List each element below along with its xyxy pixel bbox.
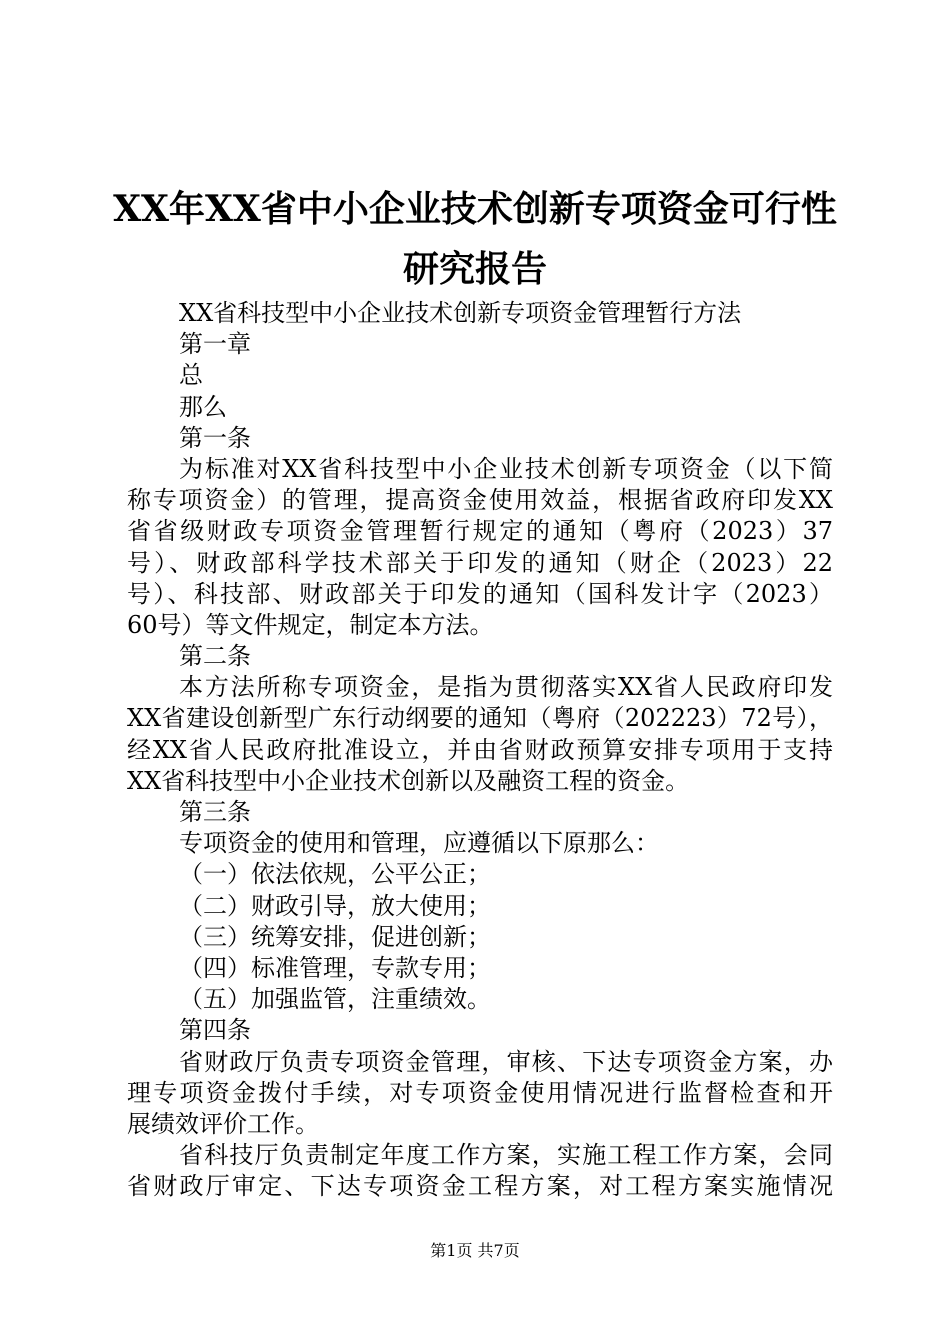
document-body: [127, 298, 833, 1202]
paragraph-line: 为标准对XX省科技型中小企业技术创新专项资金（以下简: [179, 454, 833, 483]
article-heading: 第二条: [179, 642, 251, 671]
paragraph-line: 省科技厅负责制定年度工作方案，实施工程工作方案，会同: [179, 1141, 833, 1170]
paragraph-line: 号）、科技部、财政部关于印发的通知（国科发计字（2023）: [127, 579, 833, 608]
chapter-title-part: 那么: [179, 392, 227, 421]
document-title-line-1: XX年XX省中小企业技术创新专项资金可行性: [113, 188, 837, 230]
paragraph-line: 专项资金的使用和管理，应遵循以下原那么：: [179, 829, 659, 858]
document-title-line-2: 研究报告: [402, 248, 547, 290]
paragraph-line: 本方法所称专项资金，是指为贯彻落实XX省人民政府印发: [179, 673, 833, 702]
paragraph-line: 60号）等文件规定，制定本方法。: [127, 610, 494, 639]
paragraph-line: XX省科技型中小企业技术创新以及融资工程的资金。: [127, 766, 690, 795]
article-heading: 第一条: [179, 423, 251, 452]
paragraph-line: 省财政厅审定、下达专项资金工程方案，对工程方案实施情况: [127, 1172, 833, 1201]
article-heading: 第四条: [179, 1016, 251, 1045]
document-subtitle: XX省科技型中小企业技术创新专项资金管理暂行方法: [179, 299, 742, 327]
list-item: （四）标准管理，专款专用；: [179, 953, 491, 982]
paragraph-line: 号）、财政部科学技术部关于印发的通知（财企（2023）22: [127, 548, 833, 577]
paragraph-line: 经XX省人民政府批准设立，并由省财政预算安排专项用于支持: [127, 735, 833, 764]
paragraph-line: 省财政厅负责专项资金管理，审核、下达专项资金方案，办: [179, 1047, 833, 1076]
paragraph-line: 展绩效评价工作。: [127, 1109, 319, 1138]
paragraph-line: 称专项资金）的管理，提高资金使用效益，根据省政府印发XX: [127, 486, 833, 515]
article-heading: 第三条: [179, 798, 251, 826]
list-item: （二）财政引导，放大使用；: [179, 891, 491, 920]
list-item: （三）统筹安排，促进创新；: [179, 922, 491, 951]
paragraph-line: 理专项资金拨付手续，对专项资金使用情况进行监督检查和开: [127, 1078, 833, 1107]
list-item: （一）依法依规，公平公正；: [179, 860, 491, 889]
page-footer: 第1页 共7页: [430, 1241, 520, 1260]
list-item: （五）加强监管，注重绩效。: [179, 985, 491, 1014]
paragraph-line: XX省建设创新型广东行动纲要的通知（粤府（202223）72号），: [127, 704, 833, 733]
chapter-title-part: 总: [179, 361, 203, 390]
paragraph-line: 省省级财政专项资金管理暂行规定的通知（粤府（2023）37: [127, 517, 833, 546]
chapter-heading: 第一章: [179, 330, 251, 359]
